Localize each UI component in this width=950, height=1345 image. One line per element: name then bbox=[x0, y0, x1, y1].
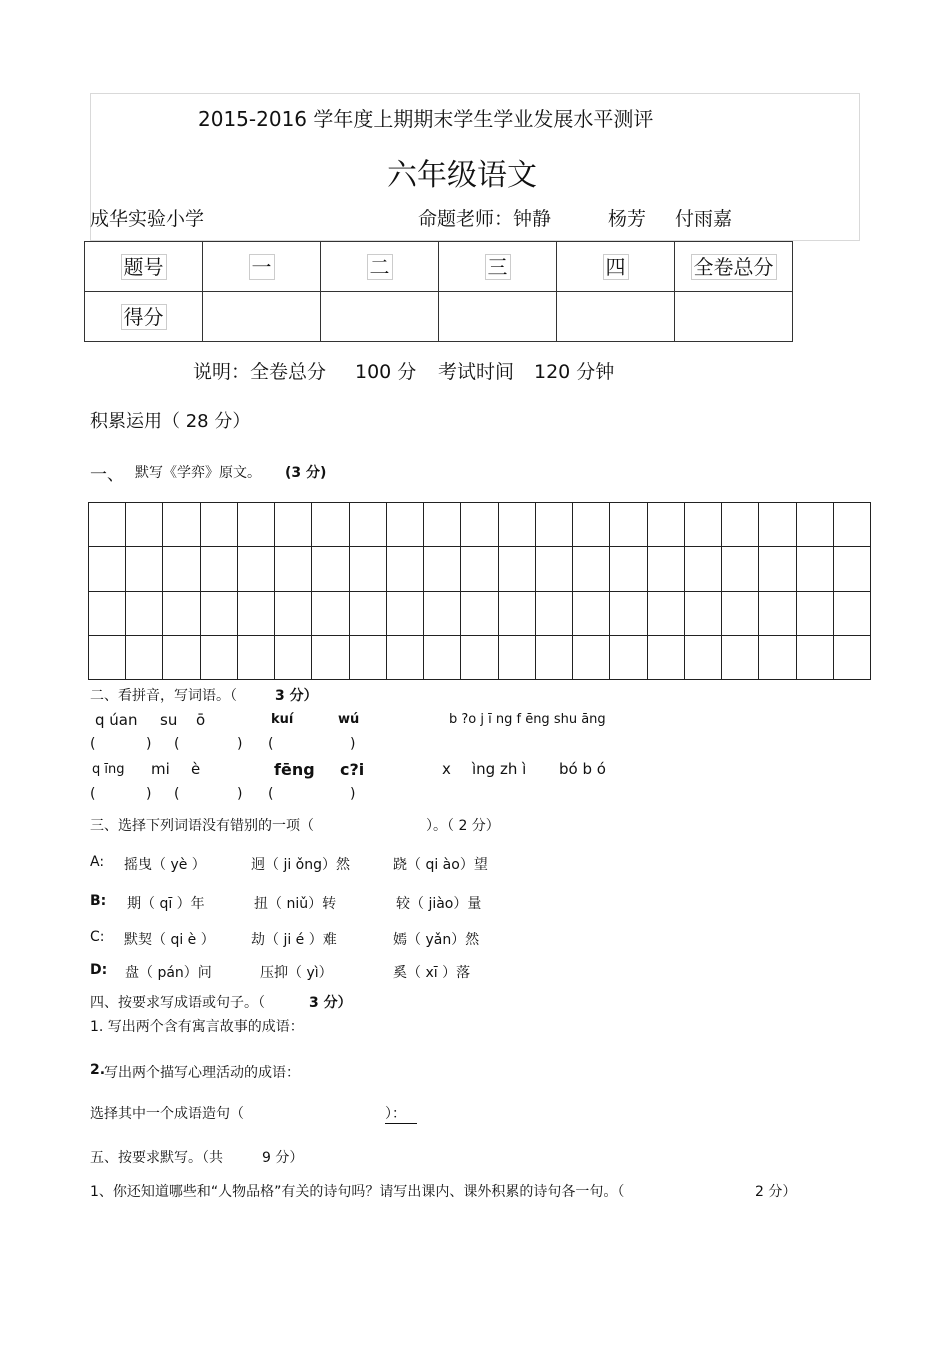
option-d-1: 盘（ pán）问 bbox=[125, 965, 212, 981]
option-b-label: B: bbox=[90, 893, 107, 909]
grid-cell[interactable] bbox=[163, 503, 200, 547]
grid-cell[interactable] bbox=[163, 636, 200, 680]
paren-open: ( bbox=[174, 786, 180, 802]
grid-cell[interactable] bbox=[685, 592, 722, 636]
grid-cell[interactable] bbox=[759, 592, 796, 636]
grid-cell[interactable] bbox=[722, 547, 759, 591]
grid-cell[interactable] bbox=[312, 503, 349, 547]
score-input-cell[interactable] bbox=[203, 292, 321, 342]
grid-cell[interactable] bbox=[536, 636, 573, 680]
grid-cell[interactable] bbox=[759, 503, 796, 547]
pinyin-1b: su bbox=[160, 711, 178, 729]
grid-cell[interactable] bbox=[312, 547, 349, 591]
grid-cell[interactable] bbox=[424, 592, 461, 636]
exam-title: 2015-2016 学年度上期期末学生学业发展水平测评 bbox=[198, 107, 654, 131]
pinyin-5b: c?i bbox=[340, 760, 365, 779]
q5-item-1: 1、你还知道哪些和“人物品格”有关的诗句吗？请写出课内、课外积累的诗句各一句。（ bbox=[90, 1184, 625, 1200]
grid-cell[interactable] bbox=[834, 503, 871, 547]
option-a-2: 迥（ ji ǒng）然 bbox=[251, 857, 351, 873]
grid-cell[interactable] bbox=[424, 636, 461, 680]
option-c-2: 劫（ ji é ）难 bbox=[251, 932, 337, 948]
grid-cell[interactable] bbox=[797, 503, 834, 547]
grid-cell[interactable] bbox=[685, 636, 722, 680]
grid-cell[interactable] bbox=[536, 592, 573, 636]
grid-cell[interactable] bbox=[89, 547, 126, 591]
grid-cell[interactable] bbox=[126, 503, 163, 547]
paren-close: ) bbox=[237, 786, 243, 802]
score-cell bbox=[203, 242, 321, 292]
option-d-2: 压抑（ yì） bbox=[260, 965, 333, 981]
grid-cell[interactable] bbox=[275, 592, 312, 636]
grid-cell[interactable] bbox=[610, 547, 647, 591]
pinyin-4c: è bbox=[191, 760, 201, 778]
grid-cell[interactable] bbox=[387, 636, 424, 680]
pinyin-4a: q īng bbox=[92, 762, 125, 777]
grid-cell[interactable] bbox=[424, 503, 461, 547]
paren-close: ) bbox=[350, 786, 356, 802]
grid-cell[interactable] bbox=[238, 592, 275, 636]
grid-cell[interactable] bbox=[499, 547, 536, 591]
paren-close: ) bbox=[350, 736, 356, 752]
option-c-1: 默契（ qi è ） bbox=[124, 932, 215, 948]
grid-cell[interactable] bbox=[387, 503, 424, 547]
option-b-1: 期（ qī ）年 bbox=[127, 896, 205, 912]
grid-cell[interactable] bbox=[648, 636, 685, 680]
grid-cell[interactable] bbox=[275, 636, 312, 680]
part-1-title: 积累运用（ 28 分） bbox=[90, 411, 251, 432]
note-score: 100 分 bbox=[355, 361, 417, 383]
grid-cell[interactable] bbox=[610, 503, 647, 547]
teacher-3: 付雨嘉 bbox=[675, 208, 733, 230]
grid-cell[interactable] bbox=[275, 503, 312, 547]
grid-cell[interactable] bbox=[499, 592, 536, 636]
header-part-4: 四 bbox=[603, 254, 629, 280]
writing-grid[interactable] bbox=[88, 502, 871, 680]
grid-cell[interactable] bbox=[312, 592, 349, 636]
q5-score: 9 分） bbox=[262, 1150, 304, 1166]
header-part-3: 三 bbox=[485, 254, 511, 280]
q1-number: 一、 bbox=[90, 465, 124, 485]
grid-cell[interactable] bbox=[275, 547, 312, 591]
score-cell bbox=[675, 242, 793, 292]
grid-cell[interactable] bbox=[387, 592, 424, 636]
pinyin-2b: wú bbox=[338, 712, 360, 727]
grid-cell[interactable] bbox=[685, 503, 722, 547]
q4-score: 3 分） bbox=[309, 995, 352, 1011]
pinyin-1a: q úan bbox=[95, 711, 138, 729]
grid-cell[interactable] bbox=[573, 547, 610, 591]
grid-cell[interactable] bbox=[685, 547, 722, 591]
paren-open: ( bbox=[268, 736, 274, 752]
score-table-header-row bbox=[85, 242, 793, 292]
score-input-cell[interactable] bbox=[557, 292, 675, 342]
grid-cell[interactable] bbox=[648, 503, 685, 547]
q5-item-1-score: 2 分） bbox=[755, 1184, 797, 1200]
score-input-cell[interactable] bbox=[675, 292, 793, 342]
paren-open: ( bbox=[268, 786, 274, 802]
option-b-3: 较（ jiào）量 bbox=[396, 896, 482, 912]
grid-cell[interactable] bbox=[797, 547, 834, 591]
grid-cell[interactable] bbox=[126, 547, 163, 591]
grid-cell[interactable] bbox=[126, 592, 163, 636]
grid-cell[interactable] bbox=[350, 636, 387, 680]
grid-cell[interactable] bbox=[238, 547, 275, 591]
q2-heading: 二、看拼音，写词语。（ bbox=[90, 688, 237, 704]
option-d-3: 奚（ xī ）落 bbox=[393, 965, 471, 981]
grid-cell[interactable] bbox=[461, 636, 498, 680]
score-table-score-row bbox=[85, 292, 793, 342]
score-cell bbox=[439, 242, 557, 292]
grid-cell[interactable] bbox=[610, 592, 647, 636]
grid-cell[interactable] bbox=[89, 636, 126, 680]
score-label: 得分 bbox=[121, 304, 167, 330]
score-cell bbox=[85, 292, 203, 342]
score-table bbox=[84, 241, 793, 342]
q3-heading: 三、选择下列词语没有错别的一项（ bbox=[90, 818, 314, 834]
grid-cell[interactable] bbox=[350, 592, 387, 636]
q4-heading: 四、按要求写成语或句子。（ bbox=[90, 995, 265, 1011]
option-a-1: 摇曳（ yè ） bbox=[124, 857, 206, 873]
grid-cell[interactable] bbox=[238, 636, 275, 680]
q3-tail: ）。（ 2 分） bbox=[426, 818, 500, 834]
q4-item-2: 写出两个描写心理活动的成语： bbox=[104, 1065, 300, 1081]
option-a-label: A: bbox=[90, 854, 105, 870]
note-time-label: 考试时间 bbox=[438, 361, 515, 383]
pinyin-3: b ?o j ī ng f ēng shu āng bbox=[449, 712, 606, 727]
pinyin-5a: fēng bbox=[274, 760, 315, 779]
grid-cell[interactable] bbox=[461, 503, 498, 547]
grid-cell[interactable] bbox=[350, 547, 387, 591]
grid-cell[interactable] bbox=[648, 547, 685, 591]
score-cell bbox=[557, 242, 675, 292]
option-c-3: 嫣（ yǎn）然 bbox=[393, 932, 480, 948]
grid-cell[interactable] bbox=[648, 592, 685, 636]
grid-cell[interactable] bbox=[797, 592, 834, 636]
grid-cell[interactable] bbox=[834, 636, 871, 680]
paren-open: ( bbox=[90, 736, 96, 752]
score-cell bbox=[321, 242, 439, 292]
q2-score: 3 分） bbox=[275, 688, 318, 704]
q4-item-3-tail: ）： bbox=[385, 1103, 417, 1124]
grid-cell[interactable] bbox=[499, 636, 536, 680]
grid-cell[interactable] bbox=[312, 636, 349, 680]
note-label: 说明：全卷总分 bbox=[193, 361, 327, 383]
grid-cell[interactable] bbox=[350, 503, 387, 547]
pinyin-6b: ìng zh ì bbox=[472, 760, 527, 778]
option-b-2: 扭（ niǔ）转 bbox=[254, 896, 337, 912]
subject-title: 六年级语文 bbox=[387, 158, 537, 193]
q4-item-2-number: 2. bbox=[90, 1062, 106, 1078]
grid-cell[interactable] bbox=[238, 503, 275, 547]
header-question-no: 题号 bbox=[121, 254, 167, 280]
grid-cell[interactable] bbox=[722, 636, 759, 680]
teacher-2: 杨芳 bbox=[608, 208, 647, 230]
grid-cell[interactable] bbox=[163, 547, 200, 591]
paren-open: ( bbox=[90, 786, 96, 802]
grid-cell[interactable] bbox=[722, 592, 759, 636]
grid-cell[interactable] bbox=[610, 636, 647, 680]
grid-cell[interactable] bbox=[461, 547, 498, 591]
pinyin-6a: x bbox=[442, 760, 451, 778]
grid-cell[interactable] bbox=[759, 547, 796, 591]
school-name: 成华实验小学 bbox=[90, 208, 205, 230]
pinyin-6c: bó b ó bbox=[559, 760, 606, 778]
note-time: 120 分钟 bbox=[534, 361, 615, 383]
score-cell bbox=[85, 242, 203, 292]
grid-cell[interactable] bbox=[201, 592, 238, 636]
pinyin-2a: kuí bbox=[271, 712, 294, 727]
option-c-label: C: bbox=[90, 929, 105, 945]
grid-cell[interactable] bbox=[89, 592, 126, 636]
grid-cell[interactable] bbox=[387, 547, 424, 591]
q1-score: (3 分) bbox=[285, 465, 327, 481]
grid-cell[interactable] bbox=[201, 636, 238, 680]
q4-item-1: 1. 写出两个含有寓言故事的成语： bbox=[90, 1019, 304, 1035]
grid-cell[interactable] bbox=[461, 592, 498, 636]
grid-cell[interactable] bbox=[201, 547, 238, 591]
grid-cell[interactable] bbox=[89, 503, 126, 547]
paren-open: ( bbox=[174, 736, 180, 752]
option-d-label: D: bbox=[90, 962, 108, 978]
grid-cell[interactable] bbox=[573, 592, 610, 636]
paren-close: ) bbox=[146, 786, 152, 802]
header-total: 全卷总分 bbox=[691, 254, 777, 280]
paren-close: ) bbox=[146, 736, 152, 752]
q4-item-3: 选择其中一个成语造句（ bbox=[90, 1106, 244, 1122]
q5-heading: 五、按要求默写。（共 bbox=[90, 1150, 223, 1166]
grid-cell[interactable] bbox=[536, 547, 573, 591]
grid-cell[interactable] bbox=[759, 636, 796, 680]
score-input-cell[interactable] bbox=[439, 292, 557, 342]
grid-cell[interactable] bbox=[499, 503, 536, 547]
score-input-cell[interactable] bbox=[321, 292, 439, 342]
header-part-1: 一 bbox=[249, 254, 275, 280]
grid-cell[interactable] bbox=[573, 503, 610, 547]
grid-cell[interactable] bbox=[201, 503, 238, 547]
grid-cell[interactable] bbox=[722, 503, 759, 547]
grid-cell[interactable] bbox=[126, 636, 163, 680]
grid-cell[interactable] bbox=[573, 636, 610, 680]
q1-text: 默写《学弈》原文。 bbox=[135, 465, 261, 481]
grid-cell[interactable] bbox=[834, 592, 871, 636]
grid-cell[interactable] bbox=[834, 547, 871, 591]
header-part-2: 二 bbox=[367, 254, 393, 280]
grid-cell[interactable] bbox=[797, 636, 834, 680]
grid-cell[interactable] bbox=[536, 503, 573, 547]
option-a-3: 跷（ qi ào）望 bbox=[393, 857, 488, 873]
teachers-label: 命题老师：钟静 bbox=[418, 208, 552, 230]
pinyin-1c: ō bbox=[196, 711, 206, 729]
grid-cell[interactable] bbox=[424, 547, 461, 591]
paren-close: ) bbox=[237, 736, 243, 752]
grid-cell[interactable] bbox=[163, 592, 200, 636]
pinyin-4b: mi bbox=[151, 760, 170, 778]
